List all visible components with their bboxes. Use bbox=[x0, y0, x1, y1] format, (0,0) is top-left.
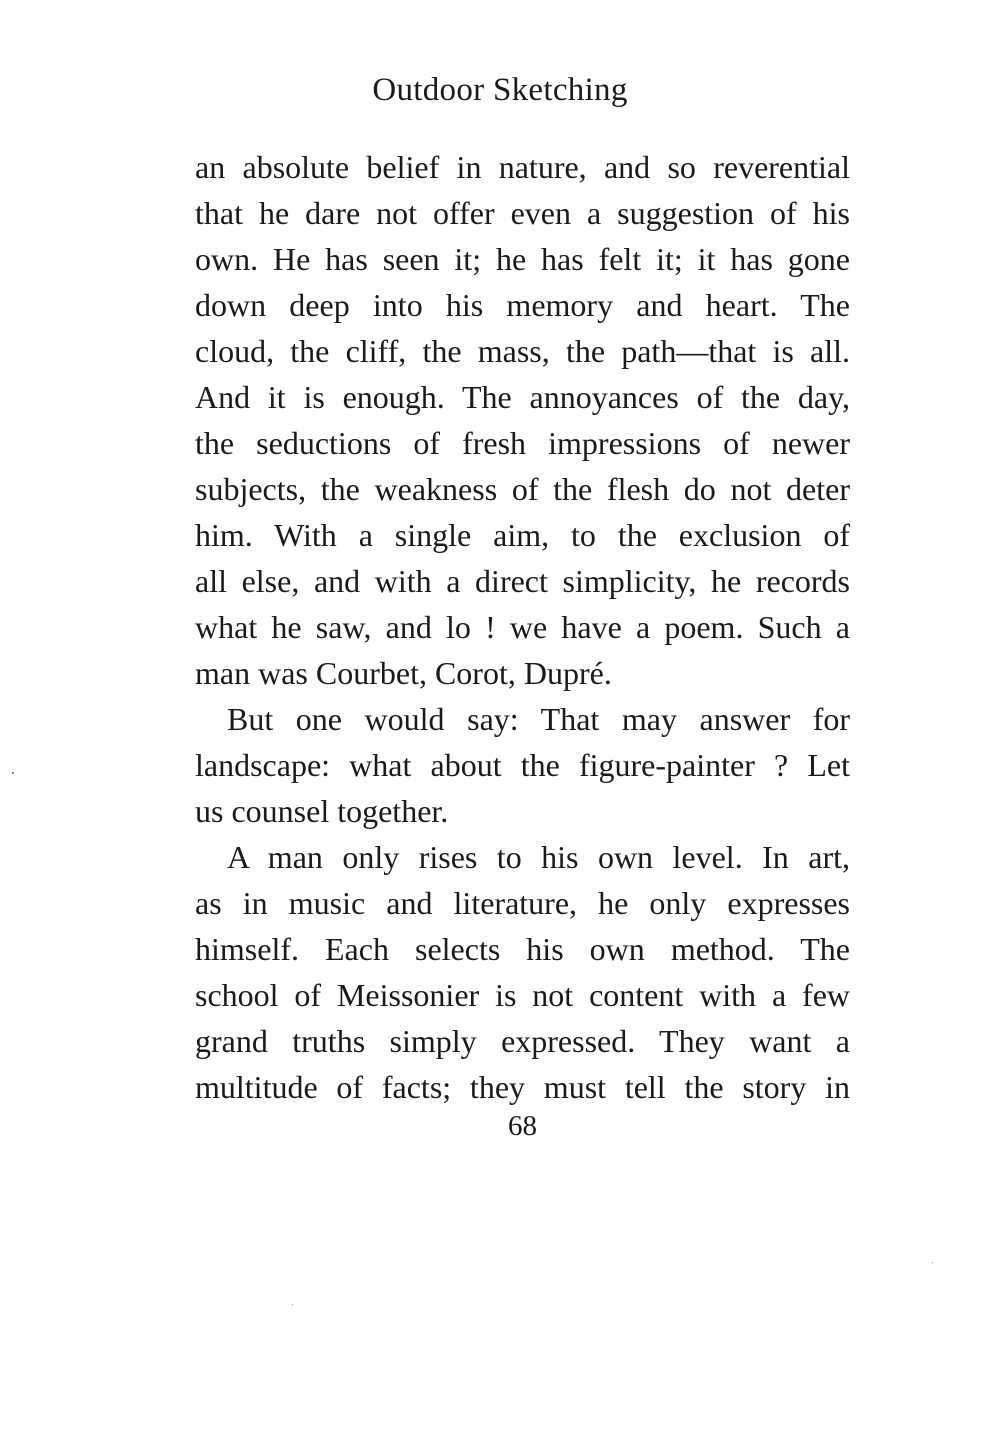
text-line: school of Meissonier is not content with a few bbox=[195, 977, 850, 1013]
text-line: cloud, the cliff, the mass, the path—that is all. bbox=[195, 333, 850, 369]
page-number: 68 bbox=[508, 1110, 537, 1142]
text-line: grand truths simply expressed. They want a bbox=[195, 1023, 850, 1059]
body-text bbox=[195, 144, 850, 1110]
text-line: the seductions of fresh impressions of newer bbox=[195, 425, 850, 461]
paragraph-3 bbox=[195, 834, 850, 1110]
text-line: what he saw, and lo ! we have a poem. Such a bbox=[195, 609, 850, 645]
paragraph-2 bbox=[195, 696, 850, 834]
text-line: But one would say: That may answer for bbox=[227, 701, 850, 737]
scan-speck bbox=[292, 1304, 293, 1305]
scan-speck bbox=[932, 1262, 933, 1263]
text-line: And it is enough. The annoyances of the day, bbox=[195, 379, 850, 415]
text-line: multitude of facts; they must tell the story in bbox=[195, 1069, 850, 1105]
text-line: all else, and with a direct simplicity, he records bbox=[195, 563, 850, 599]
text-line: own. He has seen it; he has felt it; it has gone bbox=[195, 241, 850, 277]
text-line: A man only rises to his own level. In art, bbox=[227, 839, 850, 875]
text-line: that he dare not offer even a suggestion of his bbox=[195, 195, 850, 231]
text-line: landscape: what about the figure-painter ? Let bbox=[195, 747, 850, 783]
text-line: us counsel together. bbox=[195, 793, 449, 829]
text-line: subjects, the weakness of the flesh do not deter bbox=[195, 471, 850, 507]
running-head-title: Outdoor Sketching bbox=[372, 72, 628, 108]
scan-speck bbox=[12, 772, 14, 774]
text-line: man was Courbet, Corot, Dupré. bbox=[195, 655, 612, 691]
text-line: an absolute belief in nature, and so reverential bbox=[195, 149, 850, 185]
text-line: down deep into his memory and heart. The bbox=[195, 287, 850, 323]
text-line: himself. Each selects his own method. The bbox=[195, 931, 850, 967]
paragraph-1 bbox=[195, 144, 850, 696]
text-line: as in music and literature, he only expresses bbox=[195, 885, 850, 921]
text-line: him. With a single aim, to the exclusion of bbox=[195, 517, 850, 553]
